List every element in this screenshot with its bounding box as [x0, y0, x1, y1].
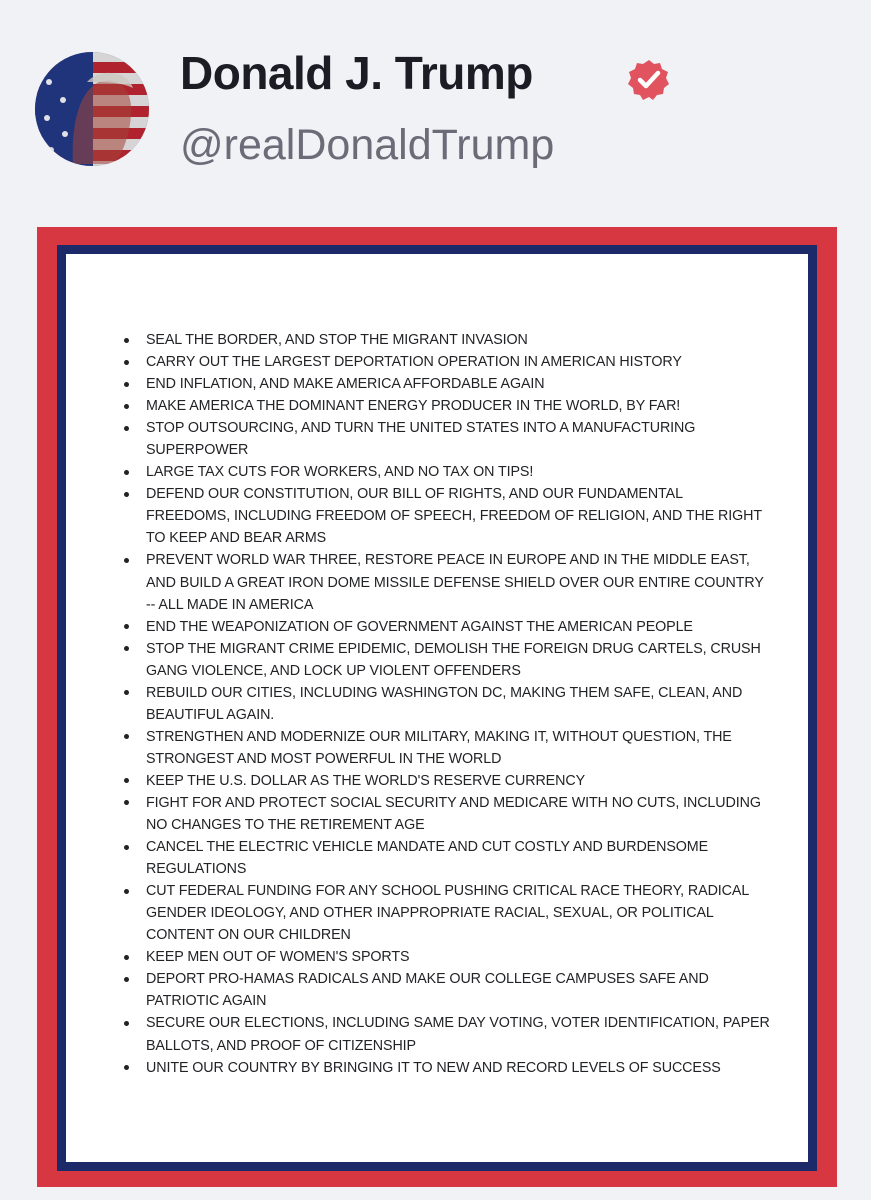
list-item: [120, 792, 770, 836]
bullet-icon: [124, 470, 129, 475]
bullet-icon: [124, 426, 129, 431]
list-item-text: KEEP THE U.S. DOLLAR AS THE WORLD'S RESERVE CURRENCY: [146, 772, 586, 789]
bullet-icon: [124, 624, 129, 629]
list-item: [120, 880, 770, 946]
bullet-icon: [124, 845, 129, 850]
list-item: [120, 946, 770, 968]
list-item-text: SECURE OUR ELECTIONS, INCLUDING SAME DAY VOTING, VOTER IDENTIFICATION, PAPER BALLOTS, AND PROOF OF CITIZENSHIP: [146, 1015, 770, 1054]
bullet-icon: [124, 338, 129, 343]
list-item: [120, 1012, 770, 1056]
handle[interactable]: @realDonaldTrump: [180, 121, 555, 169]
list-item-text: DEFEND OUR CONSTITUTION, OUR BILL OF RIGHTS, AND OUR FUNDAMENTAL FREEDOMS, INCLUDING FREEDOM OF SPEECH, FREEDOM OF RELIGION, AND THE RIGHT TO KEEP AND BEAR ARMS: [146, 486, 762, 547]
list-item-text: LARGE TAX CUTS FOR WORKERS, AND NO TAX ON TIPS!: [146, 464, 534, 481]
list-item: [120, 417, 770, 461]
list-item-text: KEEP MEN OUT OF WOMEN'S SPORTS: [146, 949, 410, 966]
list-item: [120, 968, 770, 1012]
list-item-text: PREVENT WORLD WAR THREE, RESTORE PEACE IN EUROPE AND IN THE MIDDLE EAST, AND BUILD A GREAT IRON DOME MISSILE DEFENSE SHIELD OVER OUR ENTIRE COUNTRY -- ALL MADE IN AMERICA: [146, 552, 764, 613]
verified-badge-icon: [627, 58, 671, 102]
bullet-icon: [124, 1021, 129, 1026]
list-item: [120, 616, 770, 638]
list-item: [120, 329, 770, 351]
bullet-icon: [124, 558, 129, 563]
list-item-text: CANCEL THE ELECTRIC VEHICLE MANDATE AND CUT COSTLY AND BURDENSOME REGULATIONS: [146, 839, 709, 878]
list-item: [120, 1057, 770, 1079]
bullet-icon: [124, 734, 129, 739]
list-item-text: REBUILD OUR CITIES, INCLUDING WASHINGTON DC, MAKING THEM SAFE, CLEAN, AND BEAUTIFUL AGAIN.: [146, 684, 743, 723]
list-item-text: STOP THE MIGRANT CRIME EPIDEMIC, DEMOLISH THE FOREIGN DRUG CARTELS, CRUSH GANG VIOLENCE, AND LOCK UP VIOLENT OFFENDERS: [146, 640, 761, 679]
list-item: [120, 351, 770, 373]
list-item-text: FIGHT FOR AND PROTECT SOCIAL SECURITY AND MEDICARE WITH NO CUTS, INCLUDING NO CHANGES TO THE RETIREMENT AGE: [146, 794, 761, 834]
avatar[interactable]: [35, 52, 149, 166]
list-item-text: SEAL THE BORDER, AND STOP THE MIGRANT INVASION: [146, 332, 528, 348]
list-item-text: STRENGTHEN AND MODERNIZE OUR MILITARY, MAKING IT, WITHOUT QUESTION, THE STRONGEST AND MOST POWERFUL IN THE WORLD: [146, 728, 732, 767]
display-name[interactable]: Donald J. Trump: [180, 47, 533, 99]
list-item: [120, 682, 770, 726]
list-item-text: CARRY OUT THE LARGEST DEPORTATION OPERATION IN AMERICAN HISTORY: [146, 354, 682, 371]
list-item-text: END INFLATION, AND MAKE AMERICA AFFORDABLE AGAIN: [146, 376, 545, 393]
bullet-icon: [124, 955, 129, 960]
flag-portrait-icon: [35, 52, 149, 166]
list-item: [120, 638, 770, 682]
list-item: [120, 483, 770, 549]
list-item: [120, 726, 770, 770]
bullet-icon: [124, 690, 129, 695]
list-item: [120, 373, 770, 395]
list-item-text: UNITE OUR COUNTRY BY BRINGING IT TO NEW AND RECORD LEVELS OF SUCCESS: [146, 1059, 721, 1076]
bullet-icon: [124, 492, 129, 497]
list-item-text: DEPORT PRO-HAMAS RADICALS AND MAKE OUR COLLEGE CAMPUSES SAFE AND PATRIOTIC AGAIN: [146, 971, 709, 1010]
list-item: [120, 770, 770, 792]
bullet-icon: [124, 646, 129, 651]
list-item: [120, 549, 770, 615]
bullet-icon: [124, 977, 129, 982]
bullet-icon: [124, 360, 129, 365]
list-item-text: STOP OUTSOURCING, AND TURN THE UNITED STATES INTO A MANUFACTURING SUPERPOWER: [146, 420, 696, 459]
bullet-icon: [124, 889, 129, 894]
bullet-icon: [124, 800, 129, 805]
agenda-list: [120, 329, 770, 1079]
bullet-icon: [124, 778, 129, 783]
list-item-text: MAKE AMERICA THE DOMINANT ENERGY PRODUCER IN THE WORLD, BY FAR!: [146, 398, 681, 415]
list-item: [120, 395, 770, 417]
bullet-icon: [124, 382, 129, 387]
bullet-icon: [124, 404, 129, 409]
post-card: [66, 254, 808, 1162]
list-item-text: CUT FEDERAL FUNDING FOR ANY SCHOOL PUSHING CRITICAL RACE THEORY, RADICAL GENDER IDEOLOGY, AND OTHER INAPPROPRIATE RACIAL, SEXUAL, OR POLITICAL CONTENT ON OUR CHILDREN: [146, 883, 749, 944]
bullet-icon: [124, 1065, 129, 1070]
list-item-text: END THE WEAPONIZATION OF GOVERNMENT AGAINST THE AMERICAN PEOPLE: [146, 618, 693, 635]
list-item: [120, 461, 770, 483]
list-item: [120, 836, 770, 880]
